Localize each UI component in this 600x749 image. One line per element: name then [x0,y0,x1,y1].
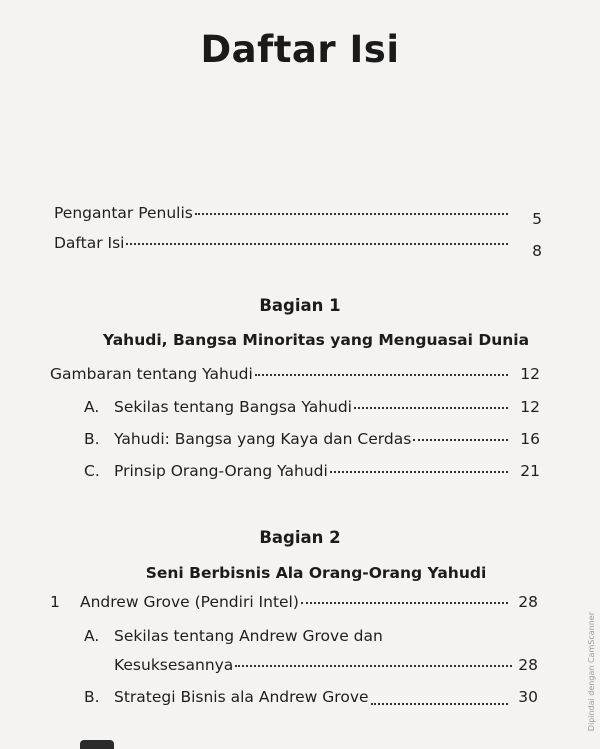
toc-entry-letter: B. [84,688,100,706]
scanner-watermark: Dipindai dengan CamScanner [587,612,596,732]
toc-entry-label-continued: Kesuksesannya [114,656,234,674]
toc-entry-label: Daftar Isi [54,234,125,252]
toc-chapter-number: 1 [50,593,60,611]
toc-entry-letter: B. [84,430,100,448]
toc-entry-pengantar[interactable] [54,204,542,228]
dot-leader [126,243,508,245]
toc-entry-page: 8 [532,242,542,260]
toc-entry-b-kaya[interactable] [84,430,540,448]
toc-entry-label: Gambaran tentang Yahudi [50,365,253,383]
toc-entry-label: Sekilas tentang Bangsa Yahudi [114,398,352,416]
dot-leader [354,407,508,409]
dot-leader [235,665,512,667]
toc-entry-b-strategi[interactable] [84,688,538,706]
toc-entry-label: Andrew Grove (Pendiri Intel) [80,593,299,611]
section-title-bagian-1: Yahudi, Bangsa Minoritas yang Menguasai Dunia [102,331,530,349]
section-heading-bagian-2: Bagian 2 [259,528,341,547]
toc-entry-a-sekilas-grove[interactable] [84,627,538,645]
toc-entry-a-continuation[interactable] [114,656,538,674]
section-heading-bagian-1: Bagian 1 [259,296,341,315]
dot-leader [195,213,508,215]
toc-entry-page: 30 [518,688,538,706]
section-title-bagian-2: Seni Berbisnis Ala Orang-Orang Yahudi [145,564,487,582]
toc-entry-label: Prinsip Orang-Orang Yahudi [114,462,328,480]
dot-leader [413,439,508,441]
dot-leader [330,471,508,473]
page-title: Daftar Isi [200,28,400,71]
toc-entry-page: 5 [532,210,542,228]
toc-entry-page: 12 [520,365,540,383]
toc-entry-label: Sekilas tentang Andrew Grove dan [114,627,383,645]
dot-leader [301,602,508,604]
toc-entry-letter: A. [84,627,100,645]
toc-entry-label: Strategi Bisnis ala Andrew Grove [114,688,369,706]
toc-chapter-andrew-grove[interactable] [50,593,538,611]
toc-entry-page: 28 [518,593,538,611]
toc-entry-label: Pengantar Penulis [54,204,193,222]
toc-entry-letter: A. [84,398,100,416]
toc-entry-letter: C. [84,462,100,480]
toc-entry-page: 21 [520,462,540,480]
toc-entry-label: Yahudi: Bangsa yang Kaya dan Cerdas [114,430,412,448]
toc-chapter-gambaran[interactable] [50,365,540,383]
dot-leader [255,374,508,376]
toc-entry-page: 28 [518,656,538,674]
toc-entry-daftar-isi[interactable] [54,234,542,260]
toc-entry-a-sekilas[interactable] [84,398,540,416]
toc-entry-page: 12 [520,398,540,416]
toc-entry-page: 16 [520,430,540,448]
cut-off-text-fragment [80,740,114,749]
toc-entry-c-prinsip[interactable] [84,462,540,480]
dot-leader [371,703,508,705]
